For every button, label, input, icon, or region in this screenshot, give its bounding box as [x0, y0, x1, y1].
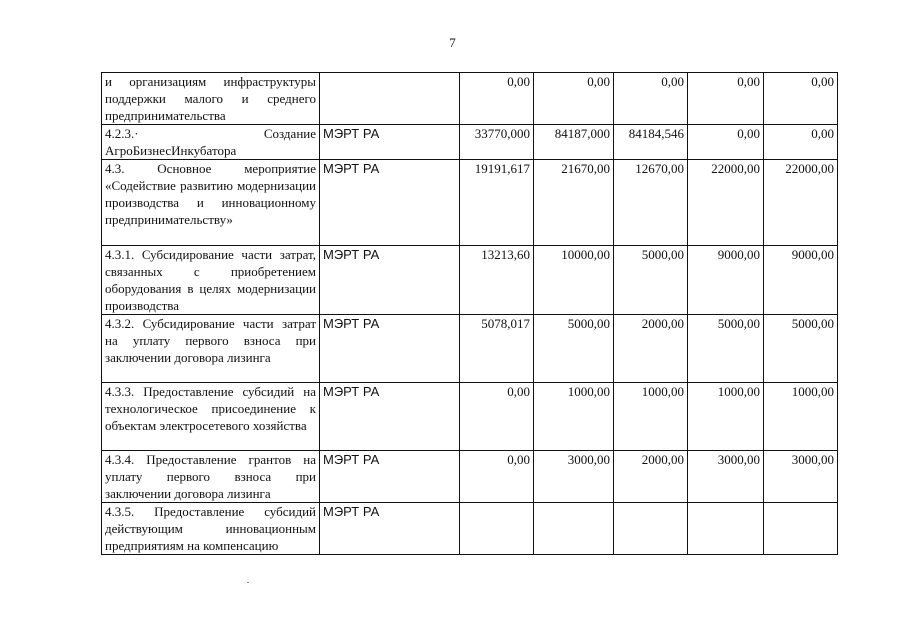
value-cell: 0,00 [688, 125, 764, 160]
executor-cell: МЭРТ РА [320, 315, 460, 383]
scan-speck [247, 582, 249, 583]
table-row [102, 73, 838, 125]
activity-name: и организациям инфраструктуры поддержки малого и среднего предпринимательства [102, 73, 320, 125]
value-cell: 1000,00 [534, 383, 614, 451]
activity-name: 4.3.1. Субсидирование части затрат, связанных с приобретением оборудования в целях модернизации производства [102, 246, 320, 315]
activity-name: 4.3.3. Предоставление субсидий на технологическое присоединение к объектам электросетевого хозяйства [102, 383, 320, 451]
value-cell: 84184,546 [614, 125, 688, 160]
value-cell: 22000,00 [764, 160, 838, 246]
value-cell: 13213,60 [460, 246, 534, 315]
activity-name: 4.2.3.· Создание АгроБизнесИнкубатора [102, 125, 320, 160]
value-cell: 1000,00 [614, 383, 688, 451]
value-cell: 0,00 [688, 73, 764, 125]
value-cell: 0,00 [764, 73, 838, 125]
value-cell: 9000,00 [764, 246, 838, 315]
activity-name: 4.3.4. Предоставление грантов на уплату первого взноса при заключении договора лизинга [102, 451, 320, 503]
value-cell: 21670,00 [534, 160, 614, 246]
value-cell: 84187,000 [534, 125, 614, 160]
value-cell: 10000,00 [534, 246, 614, 315]
value-cell: 0,00 [460, 451, 534, 503]
value-cell: 1000,00 [688, 383, 764, 451]
table-row [102, 451, 838, 503]
executor-cell: МЭРТ РА [320, 383, 460, 451]
value-cell: 5000,00 [534, 315, 614, 383]
value-cell: 0,00 [460, 73, 534, 125]
value-cell: 33770,000 [460, 125, 534, 160]
value-cell: 3000,00 [688, 451, 764, 503]
table-row [102, 315, 838, 383]
table-row [102, 383, 838, 451]
budget-table [101, 72, 838, 555]
value-cell: 2000,00 [614, 315, 688, 383]
activity-name: 4.3. Основное мероприятие «Содействие развитию модернизации производства и инновационному предпринимательству» [102, 160, 320, 246]
executor-cell [320, 73, 460, 125]
value-cell [460, 503, 534, 555]
activity-name: 4.3.5. Предоставление субсидий действующим инновационным предприятиям на компенсацию [102, 503, 320, 555]
table-row [102, 125, 838, 160]
value-cell: 9000,00 [688, 246, 764, 315]
page-number: 7 [449, 35, 456, 50]
value-cell: 19191,617 [460, 160, 534, 246]
value-cell: 22000,00 [688, 160, 764, 246]
value-cell [614, 503, 688, 555]
value-cell: 5078,017 [460, 315, 534, 383]
value-cell: 0,00 [534, 73, 614, 125]
value-cell: 2000,00 [614, 451, 688, 503]
value-cell: 5000,00 [614, 246, 688, 315]
value-cell: 1000,00 [764, 383, 838, 451]
value-cell: 3000,00 [534, 451, 614, 503]
value-cell: 0,00 [614, 73, 688, 125]
executor-cell: МЭРТ РА [320, 160, 460, 246]
value-cell [764, 503, 838, 555]
table-row [102, 246, 838, 315]
activity-name: 4.3.2. Субсидирование части затрат на уплату первого взноса при заключении договора лизинга [102, 315, 320, 383]
executor-cell: МЭРТ РА [320, 125, 460, 160]
executor-cell: МЭРТ РА [320, 451, 460, 503]
value-cell [688, 503, 764, 555]
value-cell: 5000,00 [764, 315, 838, 383]
value-cell: 3000,00 [764, 451, 838, 503]
executor-cell: МЭРТ РА [320, 246, 460, 315]
executor-cell: МЭРТ РА [320, 503, 460, 555]
value-cell: 12670,00 [614, 160, 688, 246]
table-row [102, 503, 838, 555]
value-cell: 5000,00 [688, 315, 764, 383]
table-row [102, 160, 838, 246]
value-cell: 0,00 [460, 383, 534, 451]
value-cell [534, 503, 614, 555]
value-cell: 0,00 [764, 125, 838, 160]
